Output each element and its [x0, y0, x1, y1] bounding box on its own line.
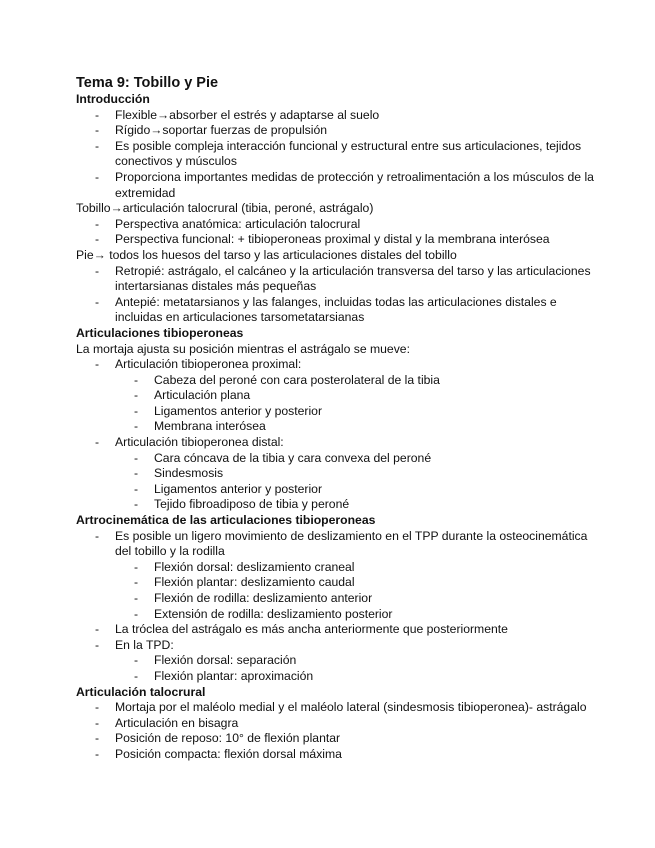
list-item — [76, 747, 595, 763]
bullet-dash: - — [95, 107, 100, 122]
list-item-text: Articulación plana — [154, 388, 251, 403]
list-item-text: Extensión de rodilla: deslizamiento posterior — [154, 606, 393, 621]
list-item — [76, 638, 595, 654]
list-item-text: Es posible compleja interacción funcional y estructural entre sus articulaciones, tejidos conectivos y músculos — [115, 138, 582, 169]
list-item — [76, 435, 595, 451]
list-item — [76, 123, 595, 139]
tpd-sublist — [76, 653, 595, 684]
bullet-dash: - — [134, 575, 139, 590]
list-item — [76, 108, 595, 124]
sublist-item — [76, 497, 595, 513]
bullet-dash: - — [134, 466, 139, 481]
list-item — [76, 170, 595, 201]
bullet-dash: - — [134, 591, 139, 605]
list-item-text: En la TPD: — [115, 637, 174, 652]
bullet-dash: - — [95, 294, 100, 309]
intro-list — [76, 108, 595, 202]
list-item-text: Posición compacta: flexión dorsal máxima — [115, 746, 342, 761]
bullet-dash: - — [95, 263, 100, 278]
bullet-dash: - — [134, 653, 139, 668]
list-item-text: Posición de reposo: 10° de flexión plantar — [115, 731, 341, 746]
proximal-sublist — [76, 373, 595, 435]
list-item-text: Cara cóncava de la tibia y cara convexa del peroné — [154, 450, 432, 465]
list-item — [76, 529, 595, 560]
section-heading-introduccion: Introducción — [76, 92, 150, 106]
bullet-dash: - — [134, 450, 139, 465]
list-item-text: Flexión plantar: aproximación — [154, 668, 314, 683]
tibioperoneas-list-2 — [76, 435, 595, 451]
list-item — [76, 357, 595, 373]
list-item — [76, 731, 595, 747]
bullet-dash: - — [95, 700, 100, 715]
list-item-text: Perspectiva funcional: + tibioperoneas proximal y distal y la membrana interósea — [115, 232, 550, 247]
list-item-text: Flexible→absorber el estrés y adaptarse al suelo — [115, 107, 380, 122]
sublist-item — [76, 419, 595, 435]
bullet-dash: - — [95, 169, 100, 184]
list-item-text: La tróclea del astrágalo es más ancha anteriormente que posteriormente — [115, 622, 508, 637]
list-item — [76, 217, 595, 233]
talocrural-list — [76, 700, 595, 762]
bullet-dash: - — [134, 403, 139, 418]
list-item — [76, 139, 595, 170]
bullet-dash: - — [134, 559, 139, 574]
bullet-dash: - — [134, 481, 139, 496]
list-item-text: Ligamentos anterior y posterior — [154, 403, 323, 418]
list-item-text: Es posible un ligero movimiento de deslizamiento en el TPP durante la osteocinemática del tobillo y la rodilla — [115, 528, 588, 559]
list-item-text: Cabeza del peroné con cara posterolateral de la tibia — [154, 372, 440, 387]
list-item — [76, 232, 595, 248]
list-item-text: Antepié: metatarsianos y las falanges, incluidas todas las articulaciones distales e incluidas en articulaciones tarsometatarsianas — [115, 294, 557, 325]
sublist-item — [76, 373, 595, 389]
paragraph-mortaja: La mortaja ajusta su posición mientras el astrágalo se mueve: — [76, 341, 410, 356]
list-item-text: Articulación en bisagra — [115, 715, 239, 730]
list-item-text: Tejido fibroadiposo de tibia y peroné — [154, 497, 350, 512]
list-item — [76, 716, 595, 732]
list-item — [76, 295, 595, 326]
bullet-dash: - — [134, 419, 139, 434]
bullet-dash: - — [95, 138, 100, 153]
sublist-item — [76, 466, 595, 482]
list-item-text: Articulación tibioperonea proximal: — [115, 357, 302, 372]
sublist-item — [76, 388, 595, 404]
bullet-dash: - — [95, 435, 100, 450]
bullet-dash: - — [95, 746, 100, 761]
document-title: Tema 9: Tobillo y Pie — [76, 75, 219, 91]
list-item-text: Membrana interósea — [154, 419, 266, 434]
list-item-text: Flexión de rodilla: deslizamiento anterior — [154, 591, 373, 605]
section-heading-tibioperoneas: Articulaciones tibioperoneas — [76, 325, 244, 340]
bullet-dash: - — [134, 606, 139, 621]
sublist-item — [76, 653, 595, 669]
sublist-item — [76, 607, 595, 623]
bullet-dash: - — [95, 528, 100, 543]
list-item-text: Rígido→soportar fuerzas de propulsión — [115, 123, 328, 138]
bullet-dash: - — [95, 637, 100, 652]
list-item-text: Proporciona importantes medidas de protección y retroalimentación a los músculos de la extremidad — [115, 169, 594, 200]
list-item-text: Perspectiva anatómica: articulación talocrural — [115, 216, 361, 231]
list-item-text: Flexión dorsal: deslizamiento craneal — [154, 559, 355, 574]
section-heading-talocrural: Articulación talocrural — [76, 684, 206, 699]
bullet-dash: - — [134, 388, 139, 403]
bullet-dash: - — [134, 668, 139, 683]
artrocinematica-list-2 — [76, 622, 595, 653]
list-item-text: Flexión dorsal: separación — [154, 653, 297, 668]
list-item-text: Flexión plantar: deslizamiento caudal — [154, 575, 355, 590]
section-heading-artrocinematica: Artrocinemática de las articulaciones tibioperoneas — [76, 513, 376, 528]
sublist-item — [76, 575, 595, 591]
list-item-text: Articulación tibioperonea distal: — [115, 435, 284, 450]
paragraph-pie: Pie→ todos los huesos del tarso y las articulaciones distales del tobillo — [76, 247, 457, 262]
list-item — [76, 622, 595, 638]
sublist-item — [76, 669, 595, 685]
paragraph-tobillo: Tobillo→articulación talocrural (tibia, peroné, astrágalo) — [76, 201, 374, 216]
list-item — [76, 264, 595, 295]
bullet-dash: - — [95, 357, 100, 372]
list-item-text: Sindesmosis — [154, 466, 224, 481]
bullet-dash: - — [95, 216, 100, 231]
bullet-dash: - — [95, 622, 100, 637]
bullet-dash: - — [134, 372, 139, 387]
deslizamiento-sublist — [76, 560, 595, 622]
list-item-text: Retropié: astrágalo, el calcáneo y la articulación transversa del tarso y las articulaciones intertarsianas distales más pequeñas — [115, 263, 591, 294]
bullet-dash: - — [134, 497, 139, 512]
artrocinematica-list — [76, 529, 595, 560]
bullet-dash: - — [95, 232, 100, 247]
list-item — [76, 700, 595, 716]
list-item-text: Mortaja por el maléolo medial y el maléolo lateral (sindesmosis tibioperonea)- astrágalo — [115, 700, 587, 715]
tobillo-list — [76, 217, 595, 248]
tibioperoneas-list — [76, 357, 595, 373]
bullet-dash: - — [95, 715, 100, 730]
bullet-dash: - — [95, 731, 100, 746]
sublist-item — [76, 560, 595, 576]
list-item-text: Ligamentos anterior y posterior — [154, 481, 323, 496]
sublist-item — [76, 451, 595, 467]
sublist-item — [76, 591, 595, 607]
bullet-dash: - — [95, 123, 100, 138]
sublist-item — [76, 482, 595, 498]
sublist-item — [76, 404, 595, 420]
distal-sublist — [76, 451, 595, 513]
pie-list — [76, 264, 595, 326]
